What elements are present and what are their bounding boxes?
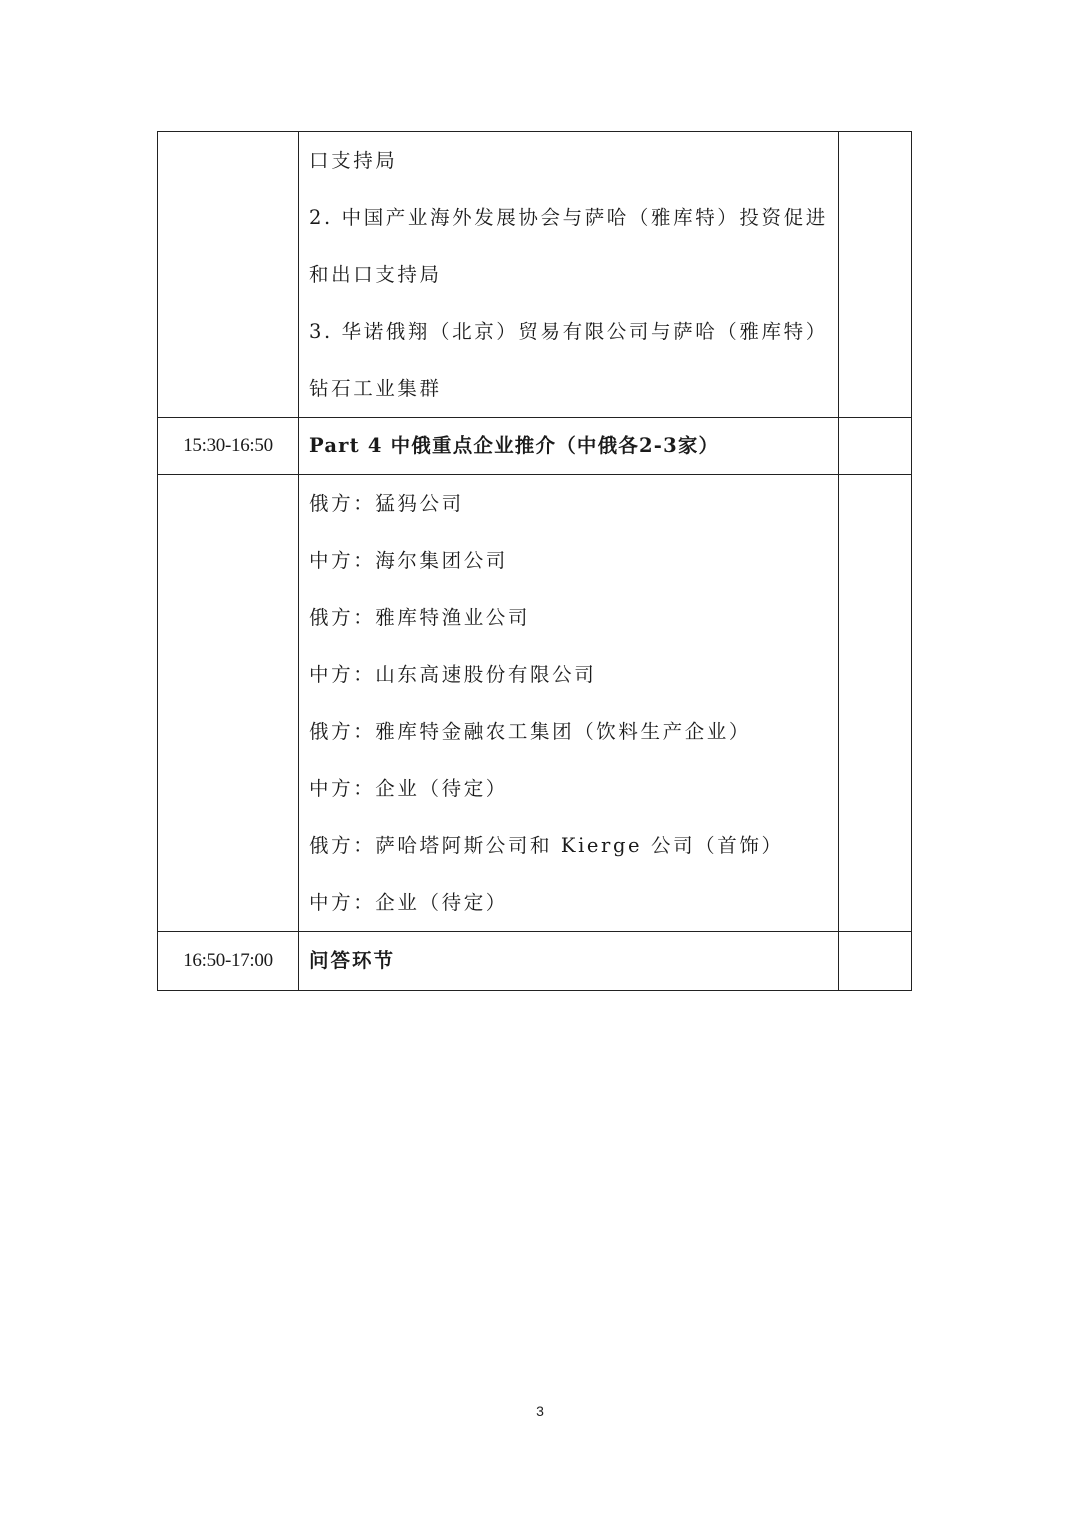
agenda-line: 3. 华诺俄翔（北京）贸易有限公司与萨哈（雅库特）	[309, 320, 828, 343]
section-title: 问答环节	[309, 949, 396, 972]
agenda-line: 2. 中国产业海外发展协会与萨哈（雅库特）投资促进	[309, 206, 828, 229]
agenda-line: 中方：企业（待定）	[309, 891, 508, 914]
agenda-line: 俄方：雅库特金融农工集团（饮料生产企业）	[309, 720, 752, 743]
agenda-line: 中方：山东高速股份有限公司	[309, 663, 597, 686]
content-cell	[299, 418, 839, 475]
agenda-line: 俄方：雅库特渔业公司	[309, 606, 531, 629]
extra-cell	[839, 932, 912, 991]
agenda-line: 中方：企业（待定）	[309, 777, 508, 800]
agenda-line: 中方：海尔集团公司	[309, 549, 508, 572]
agenda-line: 俄方：萨哈塔阿斯公司和 Kierge 公司（首饰）	[309, 834, 784, 857]
table-row	[158, 932, 912, 991]
table-row	[158, 418, 912, 475]
table-row	[158, 475, 912, 932]
agenda-line: 口支持局	[309, 149, 398, 172]
extra-cell	[839, 475, 912, 932]
content-cell	[299, 932, 839, 991]
agenda-line: 钻石工业集群	[309, 377, 442, 400]
time-cell: 15:30-16:50	[158, 418, 299, 475]
extra-cell	[839, 132, 912, 418]
page-number: 3	[536, 1403, 544, 1419]
table-row	[158, 132, 912, 418]
agenda-table	[157, 131, 912, 991]
agenda-line: 俄方：猛犸公司	[309, 492, 464, 515]
content-cell	[299, 132, 839, 418]
time-cell-empty	[158, 132, 299, 418]
section-title: Part 4 中俄重点企业推介（中俄各2-3家）	[309, 434, 720, 457]
time-cell-empty	[158, 475, 299, 932]
agenda-line: 和出口支持局	[309, 263, 442, 286]
extra-cell	[839, 418, 912, 475]
time-cell: 16:50-17:00	[158, 932, 299, 991]
content-cell	[299, 475, 839, 932]
